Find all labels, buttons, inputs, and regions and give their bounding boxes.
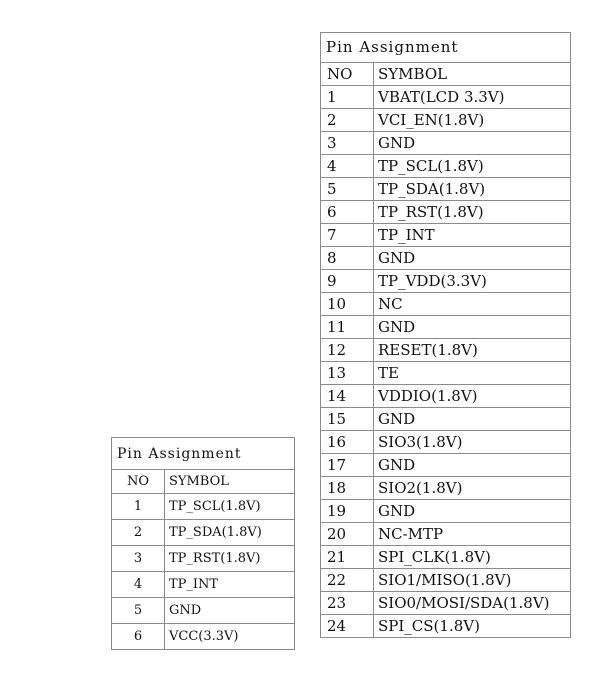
pin-symbol: GND <box>374 132 571 155</box>
pin-number: 21 <box>321 546 374 569</box>
table-row <box>321 408 571 431</box>
pin-number: 20 <box>321 523 374 546</box>
pin-symbol: TP_VDD(3.3V) <box>374 270 571 293</box>
pin-assignment-table-small <box>111 437 295 650</box>
table-row <box>321 339 571 362</box>
pin-symbol: TP_INT <box>374 224 571 247</box>
table-title: Pin Assignment <box>112 438 295 470</box>
pin-number: 24 <box>321 615 374 638</box>
table-row <box>321 569 571 592</box>
pin-number: 6 <box>112 624 165 650</box>
pin-symbol: GND <box>374 500 571 523</box>
table-row <box>321 385 571 408</box>
table-row <box>321 178 571 201</box>
pin-symbol: NC <box>374 293 571 316</box>
pin-symbol: GND <box>374 247 571 270</box>
pin-symbol: TP_SCL(1.8V) <box>165 494 295 520</box>
pin-number: 6 <box>321 201 374 224</box>
table-row <box>321 247 571 270</box>
pin-number: 12 <box>321 339 374 362</box>
pin-number: 18 <box>321 477 374 500</box>
table-row <box>321 592 571 615</box>
pin-number: 8 <box>321 247 374 270</box>
pin-symbol: NC-MTP <box>374 523 571 546</box>
pin-symbol: RESET(1.8V) <box>374 339 571 362</box>
pin-number: 15 <box>321 408 374 431</box>
pin-number: 4 <box>321 155 374 178</box>
pin-number: 4 <box>112 572 165 598</box>
table-row <box>321 362 571 385</box>
table-row <box>321 477 571 500</box>
table-row <box>321 316 571 339</box>
table-row <box>112 494 295 520</box>
pin-number: 23 <box>321 592 374 615</box>
pin-number: 13 <box>321 362 374 385</box>
pin-symbol: SIO1/MISO(1.8V) <box>374 569 571 592</box>
pin-symbol: VCI_EN(1.8V) <box>374 109 571 132</box>
table-row <box>321 270 571 293</box>
pin-symbol: TP_SCL(1.8V) <box>374 155 571 178</box>
pin-symbol: SPI_CS(1.8V) <box>374 615 571 638</box>
pin-number: 2 <box>321 109 374 132</box>
table-row <box>321 431 571 454</box>
pin-number: 1 <box>321 86 374 109</box>
pin-assignment-table-large <box>320 32 571 638</box>
table-row <box>321 523 571 546</box>
column-header-no: NO <box>321 63 374 86</box>
table-row <box>321 86 571 109</box>
pin-symbol: TP_RST(1.8V) <box>165 546 295 572</box>
pin-number: 16 <box>321 431 374 454</box>
pin-number: 5 <box>321 178 374 201</box>
pin-symbol: GND <box>374 408 571 431</box>
table-row <box>321 132 571 155</box>
table-title: Pin Assignment <box>321 33 571 63</box>
pin-number: 22 <box>321 569 374 592</box>
pin-symbol: GND <box>374 454 571 477</box>
pin-symbol: VDDIO(1.8V) <box>374 385 571 408</box>
pin-symbol: SPI_CLK(1.8V) <box>374 546 571 569</box>
pin-symbol: GND <box>165 598 295 624</box>
pin-number: 14 <box>321 385 374 408</box>
pin-symbol: VCC(3.3V) <box>165 624 295 650</box>
table-row <box>321 155 571 178</box>
pin-number: 9 <box>321 270 374 293</box>
table-row <box>321 454 571 477</box>
pin-number: 1 <box>112 494 165 520</box>
pin-symbol: SIO2(1.8V) <box>374 477 571 500</box>
pin-number: 10 <box>321 293 374 316</box>
table-row <box>112 624 295 650</box>
pin-number: 11 <box>321 316 374 339</box>
table-row <box>321 500 571 523</box>
pin-number: 7 <box>321 224 374 247</box>
pin-symbol: VBAT(LCD 3.3V) <box>374 86 571 109</box>
table-row <box>321 546 571 569</box>
table-row <box>112 546 295 572</box>
table-row <box>321 224 571 247</box>
pin-symbol: GND <box>374 316 571 339</box>
column-header-symbol: SYMBOL <box>374 63 571 86</box>
pin-number: 17 <box>321 454 374 477</box>
table-row <box>112 572 295 598</box>
pin-number: 3 <box>321 132 374 155</box>
pin-symbol: TP_SDA(1.8V) <box>374 178 571 201</box>
pin-symbol: SIO3(1.8V) <box>374 431 571 454</box>
table-row <box>321 201 571 224</box>
pin-symbol: TP_RST(1.8V) <box>374 201 571 224</box>
table-row <box>321 615 571 638</box>
table-row <box>321 293 571 316</box>
table-row <box>112 520 295 546</box>
table-row <box>112 598 295 624</box>
pin-number: 19 <box>321 500 374 523</box>
pin-number: 3 <box>112 546 165 572</box>
pin-symbol: SIO0/MOSI/SDA(1.8V) <box>374 592 571 615</box>
pin-number: 5 <box>112 598 165 624</box>
pin-number: 2 <box>112 520 165 546</box>
column-header-symbol: SYMBOL <box>165 470 295 494</box>
pin-symbol: TE <box>374 362 571 385</box>
table-row <box>321 109 571 132</box>
pin-symbol: TP_INT <box>165 572 295 598</box>
pin-symbol: TP_SDA(1.8V) <box>165 520 295 546</box>
column-header-no: NO <box>112 470 165 494</box>
